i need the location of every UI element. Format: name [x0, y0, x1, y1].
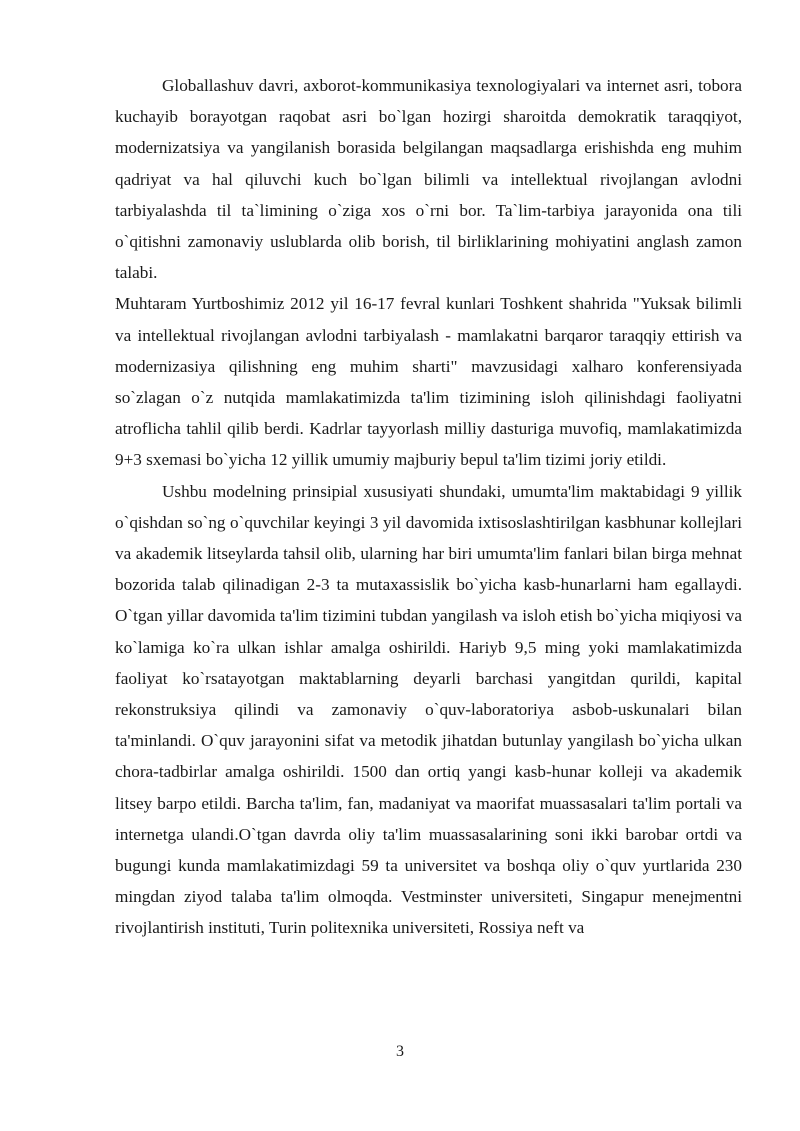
paragraph-conference: Muhtaram Yurtboshimiz 2012 yil 16-17 fevral kunlari Toshkent shahrida "Yuksak bilimli va intellektual rivojlangan avlodni tarbiyalash - mamlakatni barqaror taraqqiy ettirish va modernizasiya qilishning eng muhim sharti" mavzusidagi xalharo konferensiyada so`zlagan o`z nutqida mamlakatimizda ta'lim tizimining isloh qilinishdagi faoliyatni atroflicha tahlil qilib berdi. Kadrlar tayyorlash milliy dasturiga muvofiq, mamlakatimizda 9+3 sxemasi bo`yicha 12 yillik umumiy majburiy bepul ta'lim tizimi joriy etildi. — [115, 294, 742, 470]
document-page — [115, 70, 742, 944]
paragraph-model: Ushbu modelning prinsipial xususiyati shundaki, umumta'lim maktabidagi 9 yillik o`qishdan so`ng o`quvchilar keyingi 3 yil davomida ixtisoslashtirilgan kasbhunar kollejlari va akademik litseylarda tahsil olib, ularning har biri umumta'lim fanlari bilan birga mehnat bozorida talab qilinadigan 2-3 ta mutaxassislik bo`yicha kasb-hunarlarni ham egallaydi. O`tgan yillar davomida ta'lim tizimini tubdan yangilash va isloh etish bo`yicha miqiyosi va ko`lamiga ko`ra ulkan ishlar amalga oshirildi. Hariyb 9,5 ming yoki mamlakatimizda faoliyat ko`rsatayotgan maktablarning deyarli barchasi yangitdan qurildi, kapital rekonstruksiya qilindi va zamonaviy o`quv-laboratoriya asbob-uskunalari bilan ta'minlandi. O`quv jarayonini sifat va metodik jihatdan butunlay yangilash bo`yicha ulkan chora-tadbirlar amalga oshirildi. 1500 dan ortiq yangi kasb-hunar kolleji va akademik litsey barpo etildi. Barcha ta'lim, fan, madaniyat va maorifat muassasalari ta'lim portali va internetga ulandi.O`tgan davrda oliy ta'lim muassasalarining soni ikki barobar ortdi va bugungi kunda mamlakatimizdagi 59 ta universitet va boshqa oliy o`quv yurtlarida 230 mingdan ziyod talaba ta'lim olmoqda. Vestminster universiteti, Singapur menejmentni rivojlantirish instituti, Turin politexnika universiteti, Rossiya neft va — [115, 481, 742, 938]
paragraph-globalization: Globallashuv davri, axborot-kommunikasiya texnologiyalari va internet asri, tobora kuchayib borayotgan raqobat asri bo`lgan hozirgi sharoitda demokratik taraqqiyot, modernizatsiya va yangilanish borasida belgilangan maqsadlarga erishishda eng muhim qadriyat va hal qiluvchi kuch bo`lgan bilimli va intellektual rivojlangan avlodni tarbiyalashda til ta`limining o`ziga xos o`rni bor. Ta`lim-tarbiya jarayonida ona tili o`qitishni zamonaviy uslublarda olib borish, til birliklarining mohiyatini anglash zamon talabi. — [115, 76, 742, 283]
page-number: 3 — [396, 1043, 404, 1060]
